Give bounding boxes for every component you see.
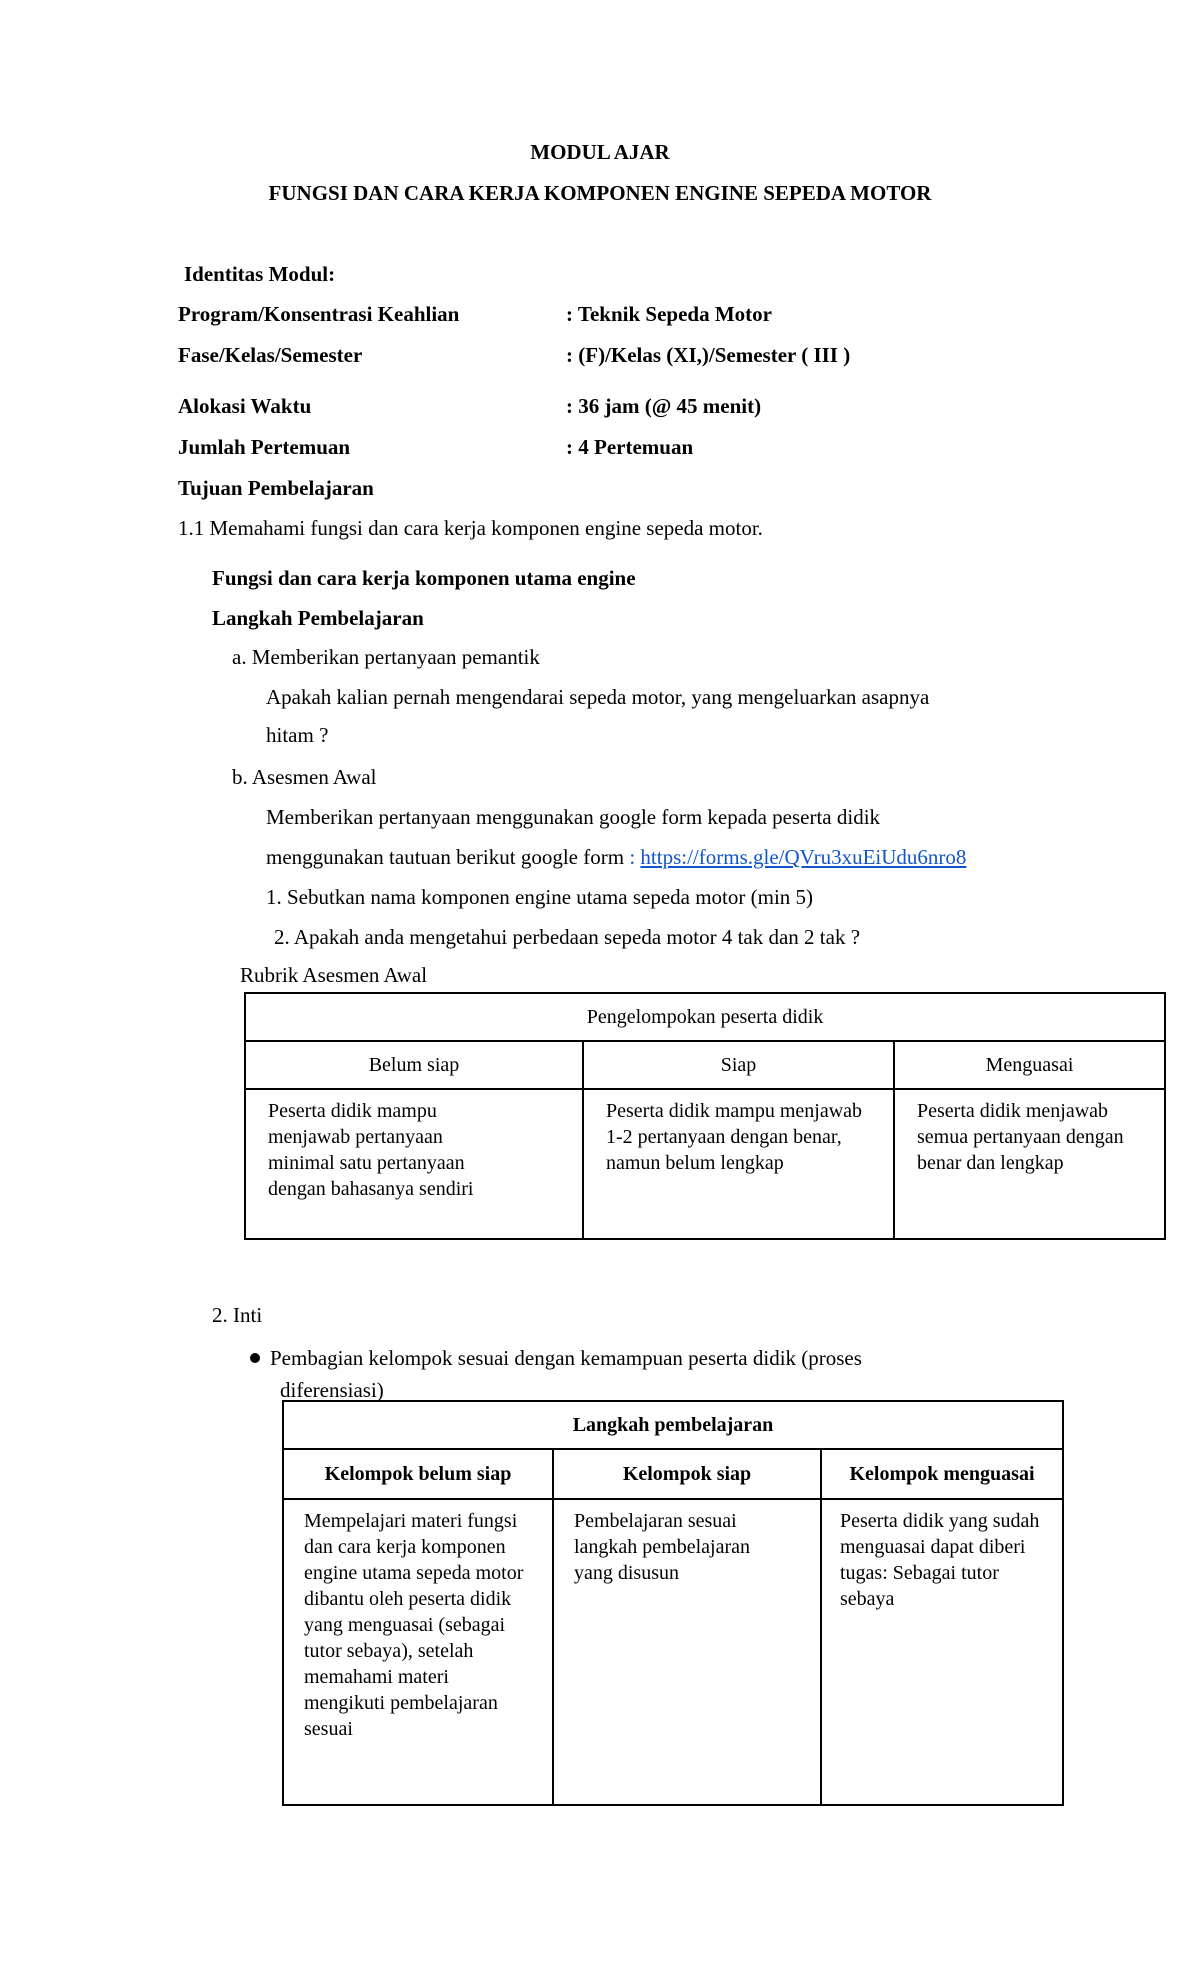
step-b-line1: Memberikan pertanyaan menggunakan google form kepada peserta didik: [266, 805, 881, 829]
steps-col-siap: Kelompok siap: [553, 1449, 821, 1499]
rubric-text-siap: Peserta didik mampu menjawab 1-2 pertanyaan dengan benar, namun belum lengkap: [606, 1100, 863, 1174]
step-b-colon: :: [629, 845, 636, 869]
identity-label-alokasi: Alokasi Waktu: [178, 394, 312, 418]
bullet-icon: [250, 1353, 260, 1363]
inti-heading: 2. Inti: [212, 1303, 263, 1327]
rubric-caption: Rubrik Asesmen Awal: [240, 963, 428, 987]
rubric-header: Pengelompokan peserta didik: [245, 993, 1165, 1041]
steps-text-menguasai: Peserta didik yang sudah menguasai dapat diberi tugas: Sebagai tutor sebaya: [840, 1510, 1040, 1610]
identity-heading: Identitas Modul:: [184, 262, 336, 286]
steps-col-menguasai: Kelompok menguasai: [821, 1449, 1063, 1499]
rubric-text-belum-siap: Peserta didik mampu menjawab pertanyaan minimal satu pertanyaan dengan bahasanya sendiri: [268, 1100, 474, 1200]
section-title: Fungsi dan cara kerja komponen utama engine: [212, 566, 636, 590]
step-b-question-2: 2. Apakah anda mengetahui perbedaan sepeda motor 4 tak dan 2 tak ?: [274, 925, 861, 949]
rubric-col-siap: Siap: [583, 1041, 894, 1089]
step-a-line2: hitam ?: [266, 723, 329, 747]
rubric-col-belum-siap: Belum siap: [245, 1041, 583, 1089]
identity-value-alokasi: : 36 jam (@ 45 menit): [566, 394, 762, 418]
identity-value-pertemuan: : 4 Pertemuan: [566, 435, 694, 459]
step-b-line2-text: menggunakan tautuan berikut google form: [266, 845, 630, 869]
step-b-line2: [266, 845, 966, 870]
objective-item: 1.1 Memahami fungsi dan cara kerja komponen engine sepeda motor.: [178, 516, 763, 540]
step-a-line1: Apakah kalian pernah mengendarai sepeda motor, yang mengeluarkan asapnya: [266, 685, 930, 709]
steps-cell-belum-siap: [283, 1499, 553, 1805]
rubric-col-menguasai: Menguasai: [894, 1041, 1165, 1089]
document-title: MODUL AJAR: [530, 140, 670, 164]
steps-text-belum-siap: Mempelajari materi fungsi dan cara kerja komponen engine utama sepeda motor dibantu oleh peserta didik yang menguasai (sebagai tutor sebaya), setelah memahami materi mengikuti pembelajaran sesuai: [304, 1510, 524, 1740]
steps-text-siap: Pembelajaran sesuai langkah pembelajaran yang disusun: [574, 1510, 751, 1584]
rubric-table: [244, 992, 1166, 1240]
steps-col-belum-siap: Kelompok belum siap: [283, 1449, 553, 1499]
identity-label-pertemuan: Jumlah Pertemuan: [178, 435, 351, 459]
identity-label-fase: Fase/Kelas/Semester: [178, 343, 363, 367]
rubric-cell-menguasai: [894, 1089, 1165, 1239]
steps-cell-menguasai: [821, 1499, 1063, 1805]
inti-bullet-text: Pembagian kelompok sesuai dengan kemampuan peserta didik (proses: [270, 1346, 862, 1370]
identity-label-program: Program/Konsentrasi Keahlian: [178, 302, 460, 326]
rubric-text-menguasai: Peserta didik menjawab semua pertanyaan dengan benar dan lengkap: [917, 1100, 1124, 1174]
step-b-question-1: 1. Sebutkan nama komponen engine utama sepeda motor (min 5): [266, 885, 814, 909]
rubric-cell-siap: [583, 1089, 894, 1239]
steps-table-header: Langkah pembelajaran: [283, 1401, 1063, 1449]
inti-bullet-line1: [250, 1346, 862, 1371]
document-subtitle: FUNGSI DAN CARA KERJA KOMPONEN ENGINE SEPEDA MOTOR: [268, 181, 932, 205]
steps-heading: Langkah Pembelajaran: [212, 606, 424, 630]
identity-value-program: : Teknik Sepeda Motor: [566, 302, 772, 326]
objectives-heading: Tujuan Pembelajaran: [178, 476, 374, 500]
steps-table: [282, 1400, 1064, 1806]
rubric-cell-belum-siap: [245, 1089, 583, 1239]
step-a-label: a. Memberikan pertanyaan pemantik: [232, 645, 540, 669]
google-form-link[interactable]: https://forms.gle/QVru3xuEiUdu6nro8: [640, 845, 967, 869]
identity-value-fase: : (F)/Kelas (XI,)/Semester ( III ): [566, 343, 851, 367]
step-b-label: b. Asesmen Awal: [232, 765, 377, 789]
steps-cell-siap: [553, 1499, 821, 1805]
inti-bullet-line2: diferensiasi): [280, 1378, 384, 1402]
